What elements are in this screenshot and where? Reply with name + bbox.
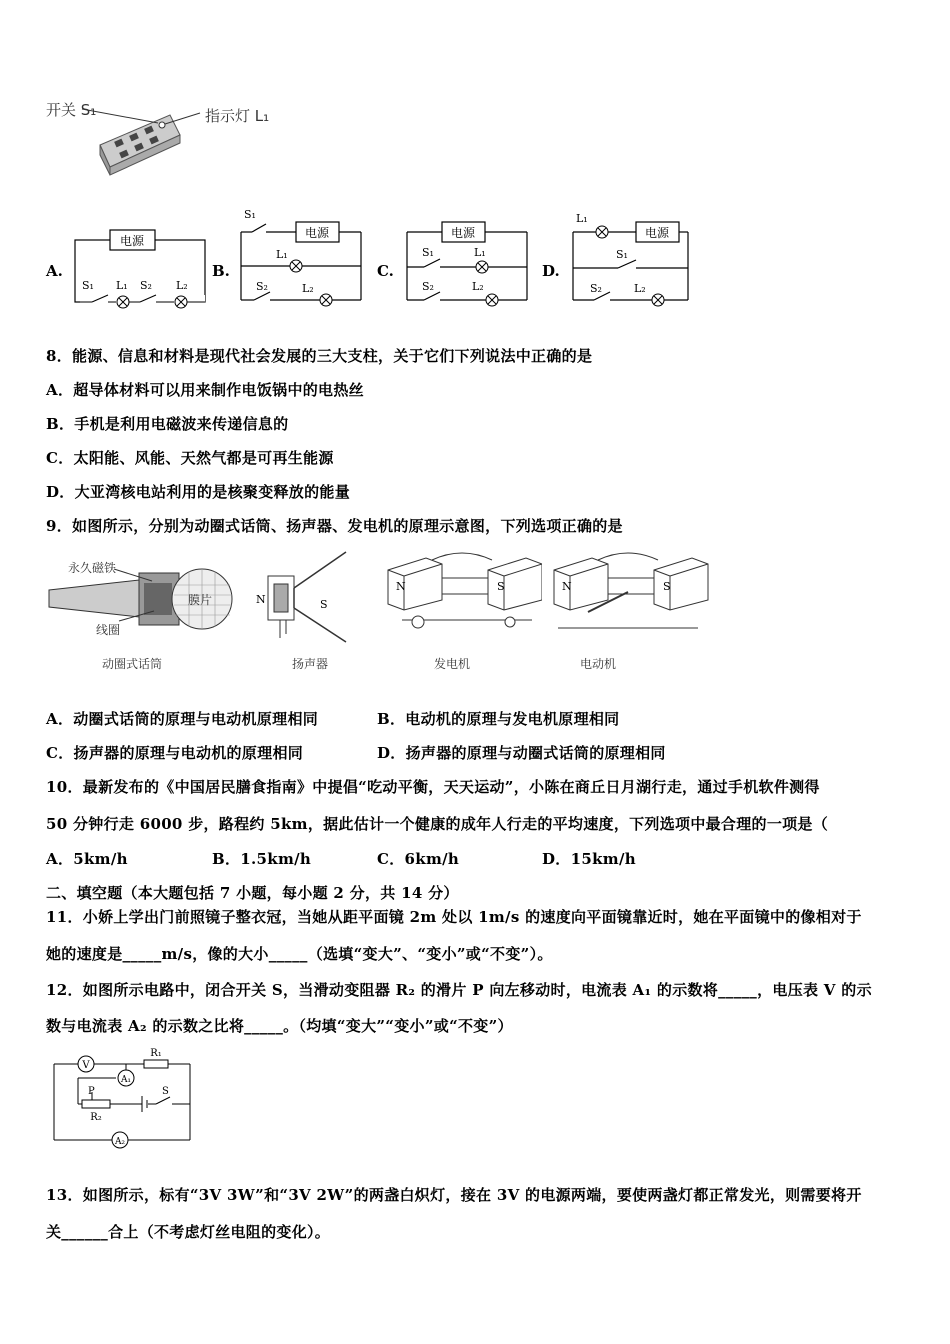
circuit-b-s2: S₂: [256, 280, 268, 293]
q12-line1: 12．如图所示电路中，闭合开关 S，当滑动变阻器 R₂ 的滑片 P 向左移动时，电流表 A₁ 的示数将_____，电压表 V 的示: [46, 981, 872, 999]
circuit-d-l2: L₂: [634, 282, 646, 295]
circuit-b-source: 电源: [304, 226, 330, 240]
q9-option-c[interactable]: C．扬声器的原理与电动机的原理相同: [46, 744, 304, 762]
q13-line2: 关______合上（不考虑灯丝电阻的变化）。: [46, 1223, 331, 1241]
q12-r1: R₁: [150, 1048, 162, 1059]
q9-option-d[interactable]: D．扬声器的原理与动圈式话筒的原理相同: [377, 744, 666, 762]
circuit-d-s1: S₁: [616, 248, 628, 261]
q7-option-d[interactable]: D.: [542, 262, 560, 280]
circuit-b-l1: L₁: [276, 248, 288, 261]
generator-figure: [382, 548, 542, 638]
q10-option-b[interactable]: B．1.5km/h: [212, 850, 312, 868]
circuit-b-l2: L₂: [302, 282, 314, 295]
speaker-n: N: [256, 593, 266, 606]
q8-stem: 8．能源、信息和材料是现代社会发展的三大支柱，关于它们下列说法中正确的是: [46, 347, 593, 365]
circuit-c-s1: S₁: [422, 246, 434, 259]
q8-option-b[interactable]: B．手机是利用电磁波来传递信息的: [46, 415, 289, 433]
circuit-a-s2: S₂: [140, 279, 152, 292]
q9-option-a[interactable]: A．动圈式话筒的原理与电动机原理相同: [46, 710, 319, 728]
fig-diaphragm-label: 膜片: [188, 593, 213, 607]
q11-line1: 11．小娇上学出门前照镜子整衣冠，当她从距平面镜 2m 处以 1m/s 的速度向平面镜靠近时，她在平面镜中的像相对于: [46, 908, 862, 926]
speaker-figure: [250, 548, 355, 648]
q12-a2: A₂: [114, 1137, 126, 1147]
circuit-a-source: 电源: [119, 234, 145, 248]
circuit-a: [70, 225, 210, 310]
circuit-b-s1: S₁: [244, 208, 256, 221]
circuit-a-s1: S₁: [82, 279, 94, 292]
q12-line2: 数与电流表 A₂ 的示数之比将_____。（均填“变大”“变小”或“不变”）: [46, 1017, 513, 1035]
q10-line2: 50 分钟行走 6000 步，路程约 5km，据此估计一个健康的成年人行走的平均速度，下列选项中最合理的一项是（: [46, 815, 829, 833]
motor-n: N: [562, 580, 572, 593]
circuit-d-l1: L₁: [576, 212, 588, 225]
q13-line1: 13．如图所示，标有“3V 3W”和“3V 2W”的两盏白炽灯，接在 3V 的电源两端，要使两盏灯都正常发光，则需要将开: [46, 1186, 862, 1204]
fig-coil-label: 线圈: [96, 623, 121, 637]
circuit-d: [568, 208, 698, 308]
motor-s: S: [663, 580, 671, 593]
generator-n: N: [396, 580, 406, 593]
circuit-b: [236, 208, 366, 308]
q7-option-b[interactable]: B.: [212, 262, 230, 280]
q10-option-c[interactable]: C．6km/h: [377, 850, 460, 868]
q11-line2: 她的速度是_____m/s，像的大小_____（选填“变大”、“变小”或“不变”）。: [46, 945, 553, 963]
circuit-c-l1: L₁: [474, 246, 486, 259]
caption-speaker: 扬声器: [292, 657, 329, 671]
lamp-label: 指示灯 L₁: [205, 107, 270, 125]
circuit-c-source: 电源: [450, 226, 476, 240]
circuit-c: [402, 212, 532, 307]
circuit-d-s2: S₂: [590, 282, 602, 295]
caption-generator: 发电机: [434, 657, 471, 671]
q12-s: S: [162, 1086, 169, 1097]
q9-option-b[interactable]: B．电动机的原理与发电机原理相同: [377, 710, 620, 728]
q12-a1: A₁: [120, 1075, 132, 1085]
q8-option-c[interactable]: C．太阳能、风能、天然气都是可再生能源: [46, 449, 334, 467]
fig-magnet-label: 永久磁铁: [68, 561, 117, 575]
section2-title: 二、填空题（本大题包括 7 小题，每小题 2 分，共 14 分）: [46, 884, 459, 902]
q7-option-c[interactable]: C.: [377, 262, 394, 280]
q12-p: P: [88, 1086, 95, 1097]
caption-motor: 电动机: [580, 657, 617, 671]
q8-option-a[interactable]: A．超导体材料可以用来制作电饭锅中的电热丝: [46, 381, 364, 399]
circuit-c-l2: L₂: [472, 280, 484, 293]
switch-label: 开关 S₁: [46, 101, 97, 119]
microphone-figure: [44, 555, 234, 670]
speaker-s: S: [320, 598, 328, 611]
caption-microphone: 动圈式话筒: [102, 657, 163, 671]
q10-option-a[interactable]: A．5km/h: [46, 850, 128, 868]
q7-option-a[interactable]: A.: [46, 262, 63, 280]
q9-stem: 9．如图所示，分别为动圈式话筒、扬声器、发电机的原理示意图，下列选项正确的是: [46, 517, 623, 535]
motor-figure: [548, 548, 713, 638]
generator-s: S: [497, 580, 505, 593]
circuit-a-l2: L₂: [176, 279, 188, 292]
circuit-c-s2: S₂: [422, 280, 434, 293]
q8-option-d[interactable]: D．大亚湾核电站利用的是核聚变释放的能量: [46, 483, 351, 501]
circuit-d-source: 电源: [644, 226, 670, 240]
q10-option-d[interactable]: D．15km/h: [542, 850, 636, 868]
q12-r2: R₂: [90, 1112, 102, 1123]
q10-line1: 10．最新发布的《中国居民膳食指南》中提倡“吃动平衡，天天运动”，小陈在商丘日月湖行走，通过手机软件测得: [46, 778, 820, 796]
q12-v: V: [82, 1060, 90, 1071]
q12-circuit: [44, 1044, 204, 1150]
power-strip-figure: [40, 95, 300, 190]
circuit-a-l1: L₁: [116, 279, 128, 292]
